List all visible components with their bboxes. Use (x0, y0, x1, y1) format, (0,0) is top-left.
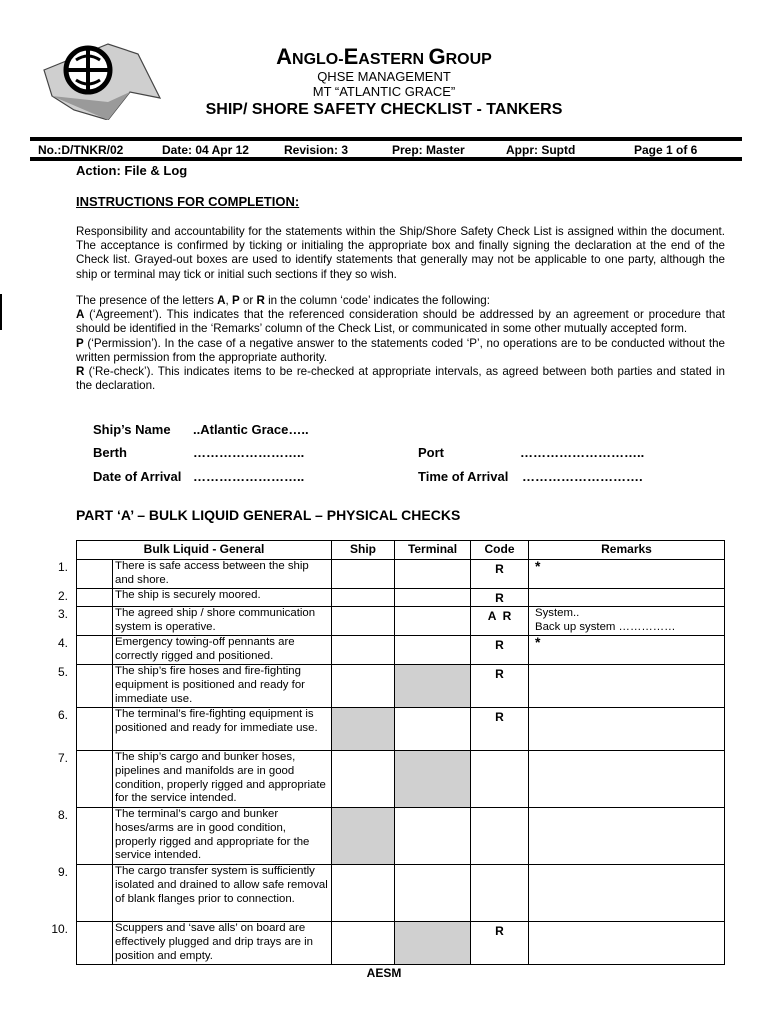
row-number: 6. (57, 708, 68, 722)
header-rule-bottom (30, 157, 742, 161)
table-row (77, 807, 725, 864)
row-number: 8. (57, 808, 68, 822)
ship-name-value[interactable]: ..Atlantic Grace….. (193, 422, 309, 437)
row-remarks[interactable] (529, 707, 725, 750)
row-statement: The ship’s cargo and bunker hoses, pipelines and manifolds are in good condition, properly rigged and appropriate for the service intended. (113, 750, 332, 807)
footer-label: AESM (366, 966, 402, 980)
row-tick-cell[interactable] (77, 807, 113, 864)
row-ship-cell[interactable] (332, 750, 395, 807)
table-header-row (77, 541, 725, 560)
row-statement: Emergency towing-off pennants are correctly rigged and positioned. (113, 635, 332, 664)
table-row (77, 864, 725, 921)
row-ship-cell[interactable] (332, 635, 395, 664)
row-remarks[interactable] (529, 664, 725, 707)
row-ship-cell[interactable] (332, 560, 395, 589)
row-tick-cell[interactable] (77, 635, 113, 664)
code-legend-agreement: A (‘Agreement’). This indicates that the referenced consideration should be addressed by an agreement or procedure that should be identified in the ‘Remarks’ column of the Check List, or communicated in some other mutually accepted form. (76, 308, 725, 336)
arrival-date-label: Date of Arrival (93, 469, 182, 484)
arrival-time-value[interactable]: ………………………. (522, 469, 643, 484)
row-remarks[interactable] (529, 750, 725, 807)
header-remarks: Remarks (529, 541, 725, 560)
row-number: 3. (57, 607, 68, 621)
table-row (77, 560, 725, 589)
table-row (77, 635, 725, 664)
row-number: 7. (57, 751, 68, 765)
doc-number: No.:D/TNKR/02 (38, 143, 124, 157)
vessel-name: MT “ATLANTIC GRACE” (312, 84, 456, 99)
row-code (471, 750, 529, 807)
company-name: ANGLO-EASTERN GROUP (276, 44, 492, 69)
arrival-date-value[interactable]: …………………….. (193, 469, 305, 484)
row-code (471, 864, 529, 921)
row-statement: The cargo transfer system is sufficiently isolated and drained to allow safe removal of blank flanges prior to connection. (113, 864, 332, 921)
row-remarks[interactable] (529, 807, 725, 864)
row-remarks[interactable] (529, 921, 725, 964)
row-code: R (471, 588, 529, 606)
row-tick-cell[interactable] (77, 560, 113, 589)
page-number: Page 1 of 6 (634, 143, 698, 157)
row-statement: The terminal’s cargo and bunker hoses/arms are in good condition, properly rigged and appropriate for the service intended. (113, 807, 332, 864)
instructions-paragraph (76, 225, 725, 282)
row-remarks[interactable]: System.. Back up system …………… (529, 606, 725, 635)
doc-revision: Revision: 3 (284, 143, 349, 157)
row-statement: The ship’s fire hoses and fire-fighting equipment is positioned and ready for immediate use. (113, 664, 332, 707)
row-statement: Scuppers and ‘save alls’ on board are effectively plugged and drip trays are in position and empty. (113, 921, 332, 964)
row-code: R (471, 707, 529, 750)
berth-label: Berth (93, 445, 127, 460)
checklist-table (76, 540, 725, 965)
row-statement: There is safe access between the ship and shore. (113, 560, 332, 589)
row-ship-cell[interactable] (332, 864, 395, 921)
header-rule-top (30, 137, 742, 141)
row-statement: The ship is securely moored. (113, 588, 332, 606)
header-code: Code (471, 541, 529, 560)
table-row (77, 588, 725, 606)
arrival-time-label: Time of Arrival (418, 469, 509, 484)
row-number: 5. (57, 665, 68, 679)
row-tick-cell[interactable] (77, 588, 113, 606)
row-code: A R (471, 606, 529, 635)
row-number: 10. (51, 922, 68, 936)
row-statement: The terminal’s fire-fighting equipment is positioned and ready for immediate use. (113, 707, 332, 750)
doc-date: Date: 04 Apr 12 (162, 143, 249, 157)
port-label: Port (418, 445, 444, 460)
table-row (77, 606, 725, 635)
code-legend-intro: The presence of the letters A, P or R in the column ‘code’ indicates the following: (76, 294, 490, 307)
row-tick-cell[interactable] (77, 606, 113, 635)
row-code: R (471, 560, 529, 589)
row-number: 2. (57, 589, 68, 603)
row-tick-cell[interactable] (77, 707, 113, 750)
row-terminal-cell[interactable] (395, 707, 471, 750)
row-ship-cell[interactable] (332, 606, 395, 635)
row-terminal-cell[interactable] (395, 560, 471, 589)
table-row (77, 664, 725, 707)
doc-prepared-by: Prep: Master (392, 143, 465, 157)
row-number: 9. (57, 865, 68, 879)
row-code: R (471, 664, 529, 707)
row-statement: The agreed ship / shore communication system is operative. (113, 606, 332, 635)
instructions-heading: INSTRUCTIONS FOR COMPLETION: (76, 194, 300, 209)
row-number: 1. (57, 560, 68, 574)
row-terminal-cell[interactable] (395, 606, 471, 635)
row-tick-cell[interactable] (77, 921, 113, 964)
ship-name-label: Ship’s Name (93, 422, 171, 437)
document-title: SHIP/ SHORE SAFETY CHECKLIST - TANKERS (205, 101, 563, 118)
row-terminal-cell[interactable] (395, 588, 471, 606)
code-legend-recheck: R (‘Re-check’). This indicates items to be re-checked at appropriate intervals, as agreed between both parties and stated in the declaration. (76, 365, 725, 393)
row-tick-cell[interactable] (77, 864, 113, 921)
table-row (77, 921, 725, 964)
row-ship-cell (332, 807, 395, 864)
row-code: R (471, 635, 529, 664)
port-value[interactable]: ……………………….. (520, 445, 645, 460)
row-remarks[interactable] (529, 588, 725, 606)
header-terminal: Terminal (395, 541, 471, 560)
row-terminal-cell[interactable] (395, 635, 471, 664)
row-terminal-cell (395, 664, 471, 707)
row-ship-cell[interactable] (332, 921, 395, 964)
table-row (77, 750, 725, 807)
row-code (471, 807, 529, 864)
doc-approved-by: Appr: Suptd (506, 143, 576, 157)
row-terminal-cell[interactable] (395, 807, 471, 864)
row-remarks[interactable] (529, 864, 725, 921)
row-terminal-cell (395, 921, 471, 964)
header-ship: Ship (332, 541, 395, 560)
code-legend (76, 294, 725, 393)
row-remarks[interactable]: * (529, 635, 725, 664)
margin-mark (0, 294, 2, 330)
department-label: QHSE MANAGEMENT (317, 69, 451, 84)
row-tick-cell[interactable] (77, 750, 113, 807)
row-ship-cell (332, 707, 395, 750)
row-remarks[interactable]: * (529, 560, 725, 589)
table-row (77, 707, 725, 750)
action-line: Action: File & Log (76, 163, 188, 178)
part-a-title: PART ‘A’ – BULK LIQUID GENERAL – PHYSICAL CHECKS (76, 507, 461, 523)
row-ship-cell[interactable] (332, 588, 395, 606)
row-ship-cell[interactable] (332, 664, 395, 707)
berth-value[interactable]: …………………….. (193, 445, 305, 460)
code-legend-permission: P (‘Permission’). In the case of a negative answer to the statements coded ‘P’, no operations are to be conducted without the written permission from the appropriate authority. (76, 336, 725, 364)
instructions-text: Responsibility and accountability for the statements within the Ship/Shore Safety Check List is assigned within the document. The acceptance is confirmed by ticking or initialing the appropriate box and finally signing the declaration at the end of the Check list. Grayed-out boxes are used to identify statements that generally may not be applicable to one party, although the ship or terminal may tick or initial such sections if they so wish. (76, 225, 725, 281)
row-code: R (471, 921, 529, 964)
row-terminal-cell[interactable] (395, 864, 471, 921)
row-number: 4. (57, 636, 68, 650)
row-terminal-cell (395, 750, 471, 807)
header-item: Bulk Liquid - General (77, 541, 332, 560)
row-tick-cell[interactable] (77, 664, 113, 707)
